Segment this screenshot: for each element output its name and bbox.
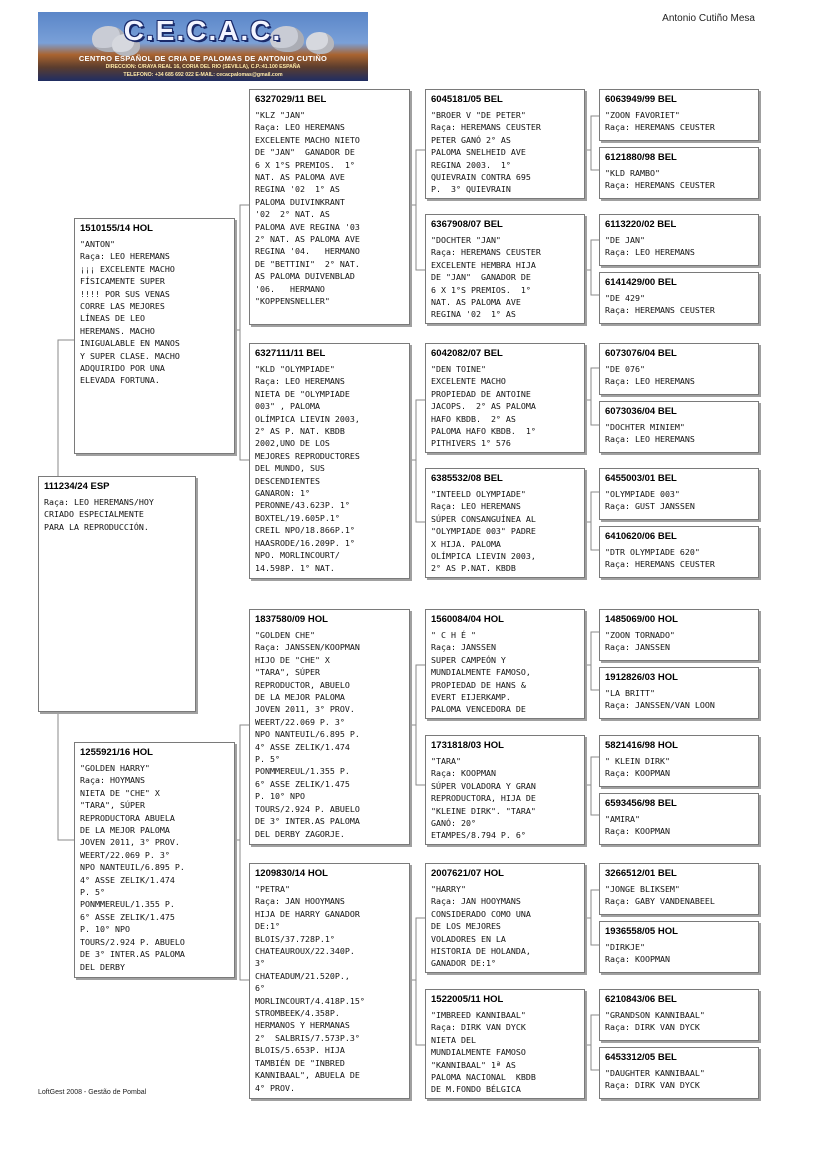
pigeon-card-gen3 <box>425 89 585 199</box>
pigeon-description: "OLYMPIADE 003" Raça: GUST JANSSEN <box>605 489 695 512</box>
pigeon-description: "ANTON" Raça: LEO HEREMANS ¡¡¡ EXCELENTE MACHO FÍSICAMENTE SUPER !!!! POR SUS VENAS CORRE LAS MEJORES LÍNEAS DE LEO HEREMANS. MACHO INIGUALABLE EN MANOS Y SUPER CLASE. MACHO ADQUIRIDO POR UNA ELEVADA FORTUNA. <box>80 239 180 386</box>
owner-name: Antonio Cutiño Mesa <box>662 13 755 24</box>
pigeon-card-gen4 <box>599 1047 759 1099</box>
pigeon-description: "DTR OLYMPIADE 620" Raça: HEREMANS CEUSTER <box>605 547 715 570</box>
pigeon-card-gen3 <box>425 609 585 719</box>
pigeon-description: "KLD RAMBO" Raça: HEREMANS CEUSTER <box>605 168 715 191</box>
pigeon-description: "HARRY" Raça: JAN HOOYMANS CONSIDERADO COMO UNA DE LOS MEJORES VOLADORES EN LA HISTORIA DE HOLANDA, GANADOR DE:1° <box>431 884 531 969</box>
pigeon-description: "ZOON TORNADO" Raça: JANSSEN <box>605 630 675 653</box>
ring-number: 6455003/01 BEL <box>605 473 677 484</box>
pigeon-description: " KLEIN DIRK" Raça: KOOPMAN <box>605 756 670 779</box>
ring-number: 111234/24 ESP <box>44 481 110 492</box>
ring-number: 6210843/06 BEL <box>605 994 677 1005</box>
pigeon-card-gen4 <box>599 89 759 141</box>
pigeon-description: "LA BRITT" Raça: JANSSEN/VAN LOON <box>605 688 715 711</box>
ring-number: 6385532/08 BEL <box>431 473 503 484</box>
pigeon-card-dam <box>74 742 235 978</box>
ring-number: 1912826/03 HOL <box>605 672 678 683</box>
ring-number: 6410620/06 BEL <box>605 531 677 542</box>
ring-number: 1209830/14 HOL <box>255 868 328 879</box>
pigeon-description: "KLD "OLYMPIADE" Raça: LEO HEREMANS NIETA DE "OLYMPIADE 003" , PALOMA OLÍMPICA LIEVIN 2003, 2° AS P. NAT. KBDB 2002,UNO DE LOS MEJORES REPRODUCTORES DEL MUNDO, SUS DESCENDIENTES GANARON: 1° PERONNE/43.623P. 1° BOXTEL/19.605P.1° CREIL NPO/18.866P.1° HAASRODE/16.209P. 1° NPO. MORLINCOURT/ 14.598P. 1° NAT. <box>255 364 360 573</box>
ring-number: 6327111/11 BEL <box>255 348 326 359</box>
pigeon-description: "AMIRA" Raça: KOOPMAN <box>605 814 670 837</box>
ring-number: 6113220/02 BEL <box>605 219 677 230</box>
pigeon-card-gen3 <box>425 468 585 578</box>
logo-address: DIRECCION: C/RAYA REAL 16, CORIA DEL RIO (SEVILLA), C.P.:41.100 ESPAÑA <box>105 64 301 70</box>
pigeon-card-gen4 <box>599 468 759 520</box>
pigeon-card-gen4 <box>599 863 759 915</box>
pigeon-card-sire-dam <box>249 343 410 579</box>
ring-number: 6045181/05 BEL <box>431 94 503 105</box>
pigeon-description: "GRANDSON KANNIBAAL" Raça: DIRK VAN DYCK <box>605 1010 705 1033</box>
pigeon-description: "GOLDEN HARRY" Raça: HOYMANS NIETA DE "CHE" X "TARA", SÚPER REPRODUCTORA ABUELA DE LA MEJOR PALOMA JOVEN 2011, 3° PROV. WEERT/22.069 P. 3° NPO NANTEUIL/6.895 P. 4° ASSE ZELIK/1.474 P. 5° PONMMEREUL/1.355 P. 6° ASSE ZELIK/1.475 P. 10° NPO TOURS/2.924 P. ABUELO DE 3° INTER.AS PALOMA DEL DERBY <box>80 763 185 972</box>
ring-number: 1255921/16 HOL <box>80 747 153 758</box>
pigeon-description: "TARA" Raça: KOOPMAN SÚPER VOLADORA Y GRAN REPRODUCTORA, HIJA DE "KLEINE DIRK". "TARA" GANÓ: 20° ETAMPES/8.794 P. 6° <box>431 756 536 841</box>
pigeon-description: "PETRA" Raça: JAN HOOYMANS HIJA DE HARRY GANADOR DE:1° BLOIS/37.728P.1° CHATEAUROUX/22.340P. 3° CHATEADUM/21.520P., 6° MORLINCOURT/4.418P.15° STROMBEEK/4.358P. HERMANOS Y HERMANAS 2° SALBRIS/7.573P.3° BLOIS/5.653P. HIJA TAMBIÉN DE "INBRED KANNIBAAL", ABUELA DE 4° PROV. <box>255 884 365 1093</box>
pigeon-description: "GOLDEN CHE" Raça: JANSSEN/KOOPMAN HIJO DE "CHE" X "TARA", SÚPER REPRODUCTOR, ABUELO DE LA MEJOR PALOMA JOVEN 2011, 3° PROV. WEERT/22.069 P. 3° NPO NANTEUIL/6.895 P. 4° ASSE ZELIK/1.474 P. 5° PONMMEREUL/1.355 P. 6° ASSE ZELIK/1.475 P. 10° NPO TOURS/2.924 P. ABUELO DE 3° INTER.AS PALOMA DEL DERBY ZAGORJE. <box>255 630 360 839</box>
pigeon-description: "DEN TOINE" EXCELENTE MACHO PROPIEDAD DE ANTOINE JACOPS. 2° AS PALOMA HAFO KBDB. 2° AS PALOMA HAFO KBDB. 1° PITHIVERS 1° 576 <box>431 364 536 449</box>
pigeon-card-sire <box>74 218 235 454</box>
pigeon-description: "INTEELD OLYMPIADE" Raça: LEO HEREMANS SÚPER CONSANGUÍNEA AL "OLYMPIADE 003" PADRE X HIJA. PALOMA OLÍMPICA LIEVIN 2003, 2° AS P.NAT. KBDB <box>431 489 536 574</box>
ring-number: 6453312/05 BEL <box>605 1052 677 1063</box>
ring-number: 6141429/00 BEL <box>605 277 677 288</box>
ring-number: 1731818/03 HOL <box>431 740 504 751</box>
ring-number: 6121880/98 BEL <box>605 152 677 163</box>
pigeon-card-gen4 <box>599 272 759 324</box>
ring-number: 1936558/05 HOL <box>605 926 678 937</box>
pigeon-description: "DOCHTER MINIEM" Raça: LEO HEREMANS <box>605 422 695 445</box>
pigeon-description: " C H É " Raça: JANSSEN SUPER CAMPEÓN Y MUNDIALMENTE FAMOSO, PROPIEDAD DE HANS & EVERT EIJERKAMP. PALOMA VENCEDORA DE <box>431 630 531 715</box>
pigeon-card-gen4 <box>599 147 759 199</box>
ring-number: 6042082/07 BEL <box>431 348 503 359</box>
ring-number: 1837580/09 HOL <box>255 614 328 625</box>
pigeon-description: "DE JAN" Raça: LEO HEREMANS <box>605 235 695 258</box>
pigeon-description: Raça: LEO HEREMANS/HOY CRIADO ESPECIALMENTE PARA LA REPRODUCCIÓN. <box>44 497 154 532</box>
footer-software-credit: LoftGest 2008 - Gestão de Pombal <box>38 1089 147 1096</box>
pigeon-card-gen4 <box>599 793 759 845</box>
pigeon-card-gen4 <box>599 921 759 973</box>
pigeon-card-gen4 <box>599 401 759 453</box>
pigeon-card-gen4 <box>599 989 759 1041</box>
ring-number: 6327029/11 BEL <box>255 94 327 105</box>
pigeon-card-gen3 <box>425 214 585 324</box>
pigeon-card-gen4 <box>599 343 759 395</box>
pigeon-card-sire-sire <box>249 89 410 325</box>
pigeon-description: "BROER V "DE PETER" Raça: HEREMANS CEUSTER PETER GANÓ 2° AS PALOMA SNELHEID AVE REGINA 2003. 1° QUIEVRAIN CONTRA 695 P. 3° QUIEVRAIN <box>431 110 541 195</box>
pigeon-description: "DE 429" Raça: HEREMANS CEUSTER <box>605 293 715 316</box>
ring-number: 3266512/01 BEL <box>605 868 677 879</box>
pigeon-description: "DE 076" Raça: LEO HEREMANS <box>605 364 695 387</box>
pigeon-description: "DOCHTER "JAN" Raça: HEREMANS CEUSTER EXCELENTE HEMBRA HIJA DE "JAN" GANADOR DE 6 X 1°S PREMIOS. 1° NAT. AS PALOMA AVE REGINA '02 1° AS <box>431 235 541 320</box>
pigeon-card-gen4 <box>599 214 759 266</box>
ring-number: 6593456/98 BEL <box>605 798 677 809</box>
pigeon-card-dam-sire <box>249 609 410 845</box>
pigeon-description: "IMBREED KANNIBAAL" Raça: DIRK VAN DYCK NIETA DEL MUNDIALMENTE FAMOSO "KANNIBAAL" 1ª AS PALOMA NACIONAL KBDB DE M.FONDO BÉLGICA <box>431 1010 536 1095</box>
logo-subtitle: CENTRO ESPAÑOL DE CRIA DE PALOMAS DE ANTONIO CUTIÑO <box>78 54 328 63</box>
pigeon-description: "KLZ "JAN" Raça: LEO HEREMANS EXCELENTE MACHO NIETO DE "JAN" GANADOR DE 6 X 1°S PREMIOS. 1° NAT. AS PALOMA AVE REGINA '02 1° AS PALOMA DUIVINKRANT '02 2° NAT. AS PALOMA AVE REGINA '03 2° NAT. AS PALOMA AVE REGINA '04. HERMANO DE "BETTINI" 2° NAT. AS PALOMA DUIVENBLAD '06. HERMANO "KOPPENSNELLER" <box>255 110 360 307</box>
ring-number: 6073076/04 BEL <box>605 348 677 359</box>
ring-number: 5821416/98 HOL <box>605 740 678 751</box>
pigeon-card-gen3 <box>425 735 585 845</box>
pigeon-card-gen4 <box>599 609 759 661</box>
pigeon-description: "ZOON FAVORIET" Raça: HEREMANS CEUSTER <box>605 110 715 133</box>
pigeon-card-gen3 <box>425 343 585 453</box>
ring-number: 2007621/07 HOL <box>431 868 504 879</box>
pigeon-description: "JONGE BLIKSEM" Raça: GABY VANDENABEEL <box>605 884 715 907</box>
pigeon-card-gen3 <box>425 989 585 1099</box>
pigeon-card-subject <box>38 476 196 712</box>
ring-number: 6073036/04 BEL <box>605 406 677 417</box>
ring-number: 6063949/99 BEL <box>605 94 677 105</box>
pigeon-card-gen4 <box>599 667 759 719</box>
pigeon-card-gen4 <box>599 735 759 787</box>
logo-title: C.E.C.A.C. <box>123 15 283 46</box>
ring-number: 1522005/11 HOL <box>431 994 504 1005</box>
pigeon-description: "DAUGHTER KANNIBAAL" Raça: DIRK VAN DYCK <box>605 1068 705 1091</box>
ring-number: 1485069/00 HOL <box>605 614 678 625</box>
ring-number: 1510155/14 HOL <box>80 223 153 234</box>
pigeon-card-dam-dam <box>249 863 410 1099</box>
logo-contact: TELEFONO: +34 685 692 022 E-MAIL: cecacpalomas@gmail.com <box>123 72 283 78</box>
ring-number: 6367908/07 BEL <box>431 219 503 230</box>
ring-number: 1560084/04 HOL <box>431 614 504 625</box>
pigeon-description: "DIRKJE" Raça: KOOPMAN <box>605 942 670 965</box>
pigeon-card-gen3 <box>425 863 585 973</box>
pigeon-card-gen4 <box>599 526 759 578</box>
